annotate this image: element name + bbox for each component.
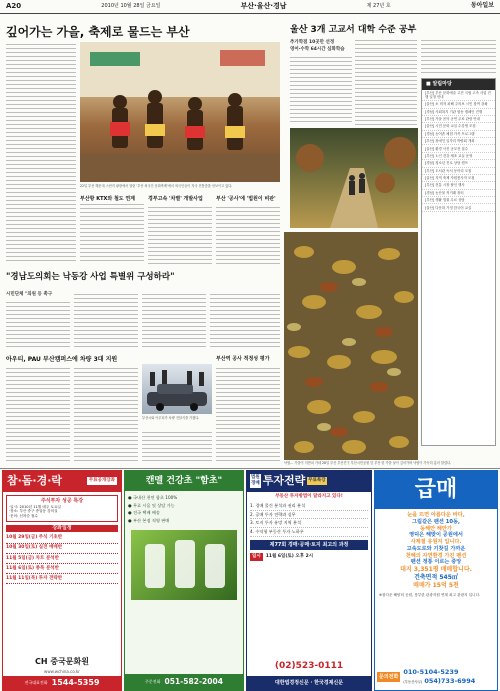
ads-divider <box>0 468 500 469</box>
sidebar-item: [부산] 장애인 일자리 박람회 개최 <box>422 138 495 145</box>
ad3-lines <box>247 502 371 537</box>
story3-text-col1 <box>6 300 70 350</box>
ad1-schedule-row: 11월 5일(금) 차트 분석반 <box>6 554 118 564</box>
notice-sidebar <box>421 78 496 446</box>
story2-text-col3 <box>421 38 496 75</box>
ad2-lines <box>125 491 243 528</box>
masthead-date: 2010년 10월 28일 금요일 <box>101 3 161 10</box>
ad-stock-seminar <box>2 470 122 691</box>
story2-subhead-2: 영어·수학 64시간 심화학습 <box>290 47 345 52</box>
sidebar-item: [경남] 농산물 직거래 장터 <box>422 190 495 197</box>
ad4-body-line: 대지 3,351평 매매합니다. <box>400 566 472 573</box>
fallen-leaves-drawing <box>284 232 418 460</box>
ad4-body-line: 동해안 해안가 <box>420 525 452 532</box>
ad3-tag-1: 법원 <box>251 475 260 481</box>
mid-headline-2: 경부고속 '차별' 개발사업 <box>148 196 203 202</box>
ad2-product-photo <box>131 530 237 600</box>
sidebar-item: [울산] 다문화 가정 한국어 교실 <box>422 204 495 211</box>
ad4-note: ※참다운 해양의 공원, 풍부한 관광자원 연계 최고 관광지 입니다. <box>379 593 481 598</box>
ad4-phone2-row <box>403 677 475 686</box>
ad3-date-row <box>247 553 371 561</box>
ad4-body-line: 사계절 유원지 입니다. <box>410 539 462 545</box>
ad2-title: 캔멜 건강초 "함초" <box>125 471 243 491</box>
mid-headline-3: 부산 '공사'에 '법원이 비판' <box>216 196 276 202</box>
ad4-title: 급매 <box>375 471 497 509</box>
story1-caption: 22일 부산 해운대 스펀지 광장에서 열린 '부산 외국인 문화축제'에서 외국인들이 자국 전통춤을 선보이고 있다. <box>80 184 233 188</box>
ad1-title: 참·돔·경·락 <box>7 474 63 487</box>
sidebar-item: [부산] 노인 건강 체조 교실 운영 <box>422 153 495 160</box>
ad1-schedule-row: 11월 11일(목) 투자 전략반 <box>6 574 118 584</box>
story4-headline: 아우티, PAU 부산캠퍼스에 차량 3대 지원 <box>6 356 118 363</box>
story1-headline: 깊어가는 가을, 축제로 물드는 부산 <box>6 25 190 39</box>
masthead <box>0 0 500 14</box>
autumn-path-drawing <box>290 128 418 228</box>
autumn-path-photo <box>290 128 418 228</box>
ad3-line: 2. 공매 투자 전략과 실무 <box>250 511 368 520</box>
ad4-body-line: 매매가 15억 5천 <box>413 581 459 589</box>
ad1-line-2: ·문의: 선착순 접수 <box>9 514 38 519</box>
ad4-phone-1: 010-5104-5239 <box>403 668 459 677</box>
sidebar-list <box>422 90 495 212</box>
story3-kicker: 시민단체 "의원 등 촉구 <box>6 292 53 297</box>
ad2-phone-bar <box>125 674 243 690</box>
sidebar-item: [울산] 소 비자 피해 주의보 시민 참여 강좌 <box>422 101 495 108</box>
ad3-footer: 대한법경정신문 · 한국경제신문 <box>247 676 371 690</box>
festival-photo-drawing <box>80 42 280 182</box>
story4-text-col3 <box>142 430 212 462</box>
sidebar-item: [부산] 부산 문화예술 고전 국립 고속 사업 진행 일정 안내 <box>422 90 495 101</box>
ad3-phone: (02)523-0111 <box>274 660 344 671</box>
story2-subhead: 추가학점 10곳만 선정 <box>290 40 335 45</box>
ad-urgent-sale <box>374 470 498 691</box>
story4-text-col4 <box>216 366 280 462</box>
sidebar-item: [부산] 가을 음악 공연 무료 관람 안내 <box>422 116 495 123</box>
ad4-body-line: 그림같은 팬션 10동, <box>412 518 460 525</box>
masthead-issue: 제 27년 호 <box>366 3 391 10</box>
sidebar-item: [부산] 도서관 독서 동아리 모집 <box>422 168 495 175</box>
ad1-brand: CH 중국문화원 <box>35 657 89 667</box>
sidebar-item: [부산] 전통 시장 할인 행사 <box>422 182 495 189</box>
sidebar-item: [부산] 생활 법률 무료 상담 <box>422 197 495 204</box>
story2-text-col2 <box>355 38 417 125</box>
ad3-tag-2: 경매 <box>251 481 260 487</box>
section-title: 부산·울산·경남 <box>240 1 287 10</box>
ad3-line: 4. 수익형 부동산 투자 노하우 <box>250 528 368 537</box>
ad1-box-title: 주식투자 성공 특강 <box>40 497 84 504</box>
story3-headline: "경남도의회는 낙동강 사업 특별위 구성하라" <box>6 272 175 282</box>
ad3-tags <box>250 474 261 488</box>
story1-text <box>6 42 76 264</box>
ad1-url: www.wchina.co.kr <box>44 668 80 674</box>
ad1-schedule-title: 강좌일정 <box>6 525 118 532</box>
sidebar-item: [경남] 사회복지 기관 합동 캠페인 진행 <box>422 109 495 116</box>
sidebar-title: ■ 알림마당 <box>422 79 495 90</box>
ad1-phone: 1544-5359 <box>51 677 100 687</box>
ad2-product-drawing <box>131 530 239 600</box>
story4-caption: 부산시와 아우티가 차량 전달식을 가졌다. <box>142 416 200 420</box>
festival-photo <box>80 42 280 182</box>
ad4-office: (부동산사무) <box>403 680 423 684</box>
ad4-body-line: 영덕은 해맞이 공원에서 <box>409 532 463 539</box>
mid-headline-1: 부산항 KTX와 철도 연계 <box>80 196 144 203</box>
car-donation-drawing <box>142 364 212 414</box>
ad3-line: 1. 경매 물건 분석과 권리 분석 <box>250 502 368 511</box>
sidebar-item: [울산] 환경 사진 공모전 접수 <box>422 145 495 152</box>
sidebar-item: [경남] 청소년 진로 상담 캠프 <box>422 160 495 167</box>
mid-headline-4: 부산역 공사 적정성 평가 <box>216 356 270 362</box>
ad1-info-box <box>6 495 118 522</box>
ad4-body-line: 천혜의 자연환경 가진 펜션 <box>405 552 467 559</box>
ad-hamcho <box>124 470 244 691</box>
fallen-leaves-photo <box>284 232 418 460</box>
story1-text-col4 <box>216 205 280 264</box>
ad1-line-1: ·장소: 부산 중구 중앙동 강의실 <box>9 509 58 514</box>
ad3-title: 투자전략 <box>262 474 306 487</box>
ad3-date-label: 일시 <box>250 553 263 561</box>
story3-text-col4 <box>210 292 280 350</box>
ad2-line: ● 무료 시음 및 상담 가능 <box>128 502 175 508</box>
story2-text-col1 <box>290 55 352 125</box>
ad2-line: ● 전국 택배 배송 <box>128 510 160 516</box>
ad3-box-title: 제77회 경매·공매·토지 최고의 과정 <box>250 540 368 551</box>
story1-text-col2 <box>80 198 144 264</box>
story4-text-col2 <box>74 366 138 462</box>
story3-text-col2 <box>74 292 138 350</box>
ad1-line-0: ·일시: 2010년 11월 매주 토요일 <box>9 504 61 509</box>
ad4-phones <box>403 668 475 686</box>
ad1-subtitle: 무료공개강좌 <box>87 477 117 485</box>
car-donation-photo <box>142 364 212 414</box>
ad4-contact <box>377 666 495 688</box>
ad2-line: ● 국내산 천연 함초 100% <box>128 495 178 501</box>
story1-text-col3 <box>148 205 212 264</box>
ad3-tag-3: 무료특강 <box>307 477 326 485</box>
ad4-body-line: 펜션 정통 이르는 중앙 <box>410 559 462 566</box>
ad4-contact-label: 문의전화 <box>377 672 400 683</box>
story4-text-col1 <box>6 366 70 462</box>
ad4-body-line: 눈을 뜨면 아름다운 바다, <box>407 512 465 518</box>
ad4-phone-2: 054)733-6994 <box>424 677 476 685</box>
ad1-phone-label: 전국대표전화 <box>24 680 48 686</box>
ad2-line: ● 부산 본점 직영 판매 <box>128 518 170 524</box>
page-number: A20 <box>6 1 22 10</box>
sidebar-item: [울산] 지역 축제 자원봉사자 모집 <box>422 175 495 182</box>
sidebar-item: [경남] 농어촌 체험 가족 프로그램 <box>422 131 495 138</box>
story2-caption: 낙엽… 가을이 저만치 가네 28일 부산 부산진구 부산시민공원 앞 부산 한 가을 날이 깊어가며 낙엽이 가득히 흩어 깔렸다. <box>284 461 452 465</box>
story2-headline: 울산 3개 고교서 대학 수준 공부 <box>290 25 417 35</box>
ad3-header <box>247 471 371 492</box>
sidebar-item: [울산] 시민 문화 교실 수강생 모집 <box>422 123 495 130</box>
ad-auction-seminar <box>246 470 372 691</box>
ad1-schedule-row: 10월 30일(토) 실전 매매반 <box>6 544 118 554</box>
ad4-body <box>375 509 497 592</box>
ad3-sub: 부동산 투자방법이 달라지고 있다! <box>275 493 343 499</box>
ad3-line: 3. 토지 투자 유망 지역 분석 <box>250 519 368 528</box>
ad1-schedule-row: 11월 6일(토) 종목 분석반 <box>6 564 118 574</box>
paper-name: 동아일보 <box>470 2 494 10</box>
ad1-schedule <box>6 534 118 584</box>
ad2-phone: 051-582-2004 <box>164 676 223 686</box>
story3-text-col3 <box>142 292 206 350</box>
ad4-body-line: 건축면적 545㎡ <box>414 573 458 581</box>
ad1-phone-bar <box>3 676 121 690</box>
ad1-header <box>3 471 121 492</box>
ad3-date: 11월 6일(토) 오후 2시 <box>265 554 314 560</box>
ad1-schedule-row: 10월 29일(금) 주식 기초반 <box>6 534 118 544</box>
ad4-body-line: 고속도로와 기찻길 가까운 <box>406 545 466 552</box>
ad2-phone-label: 주문전화 <box>145 679 161 685</box>
